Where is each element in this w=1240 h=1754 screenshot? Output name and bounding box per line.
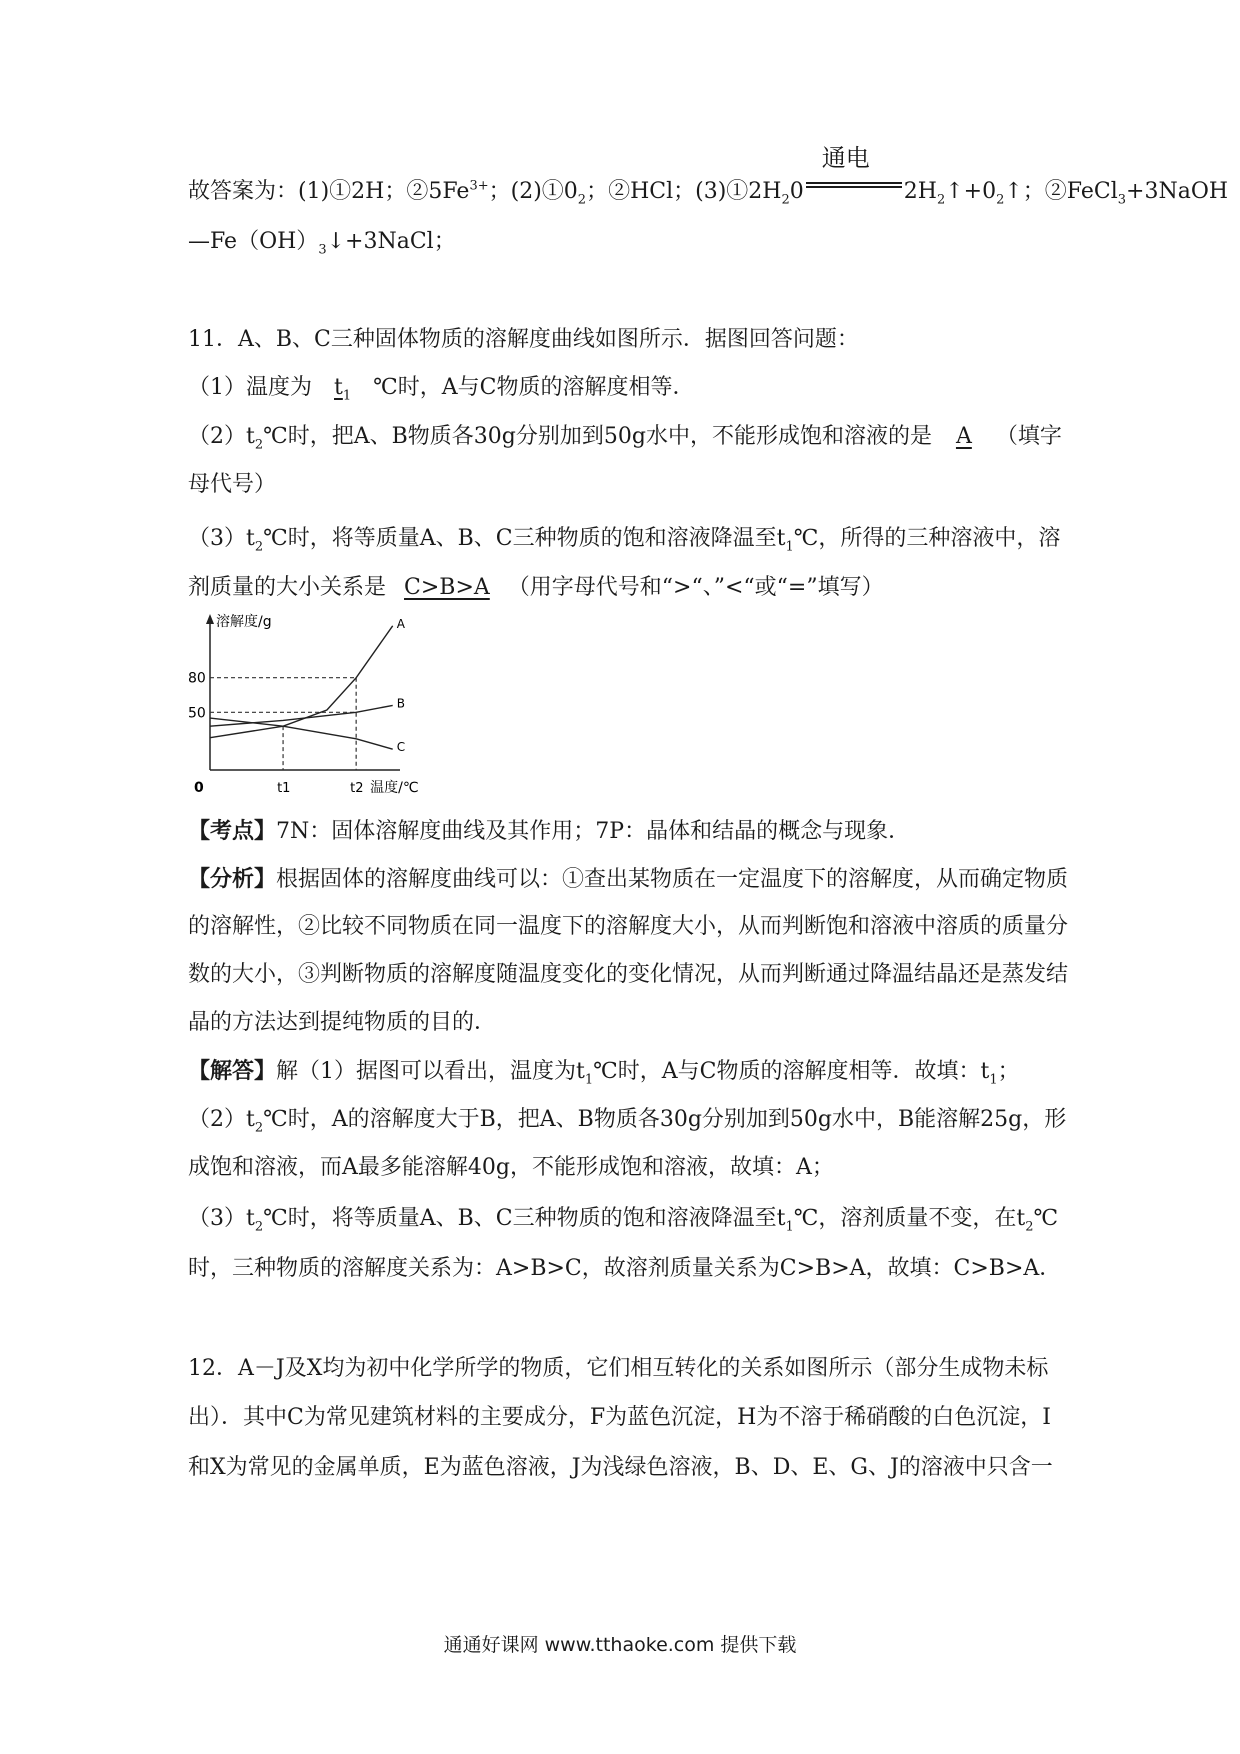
kaodian-text: 7N：固体溶解度曲线及其作用；7P：晶体和结晶的概念与现象． <box>276 819 911 844</box>
answer-text: ↑+0 <box>945 179 997 204</box>
jieda-line-5: 时，三种物质的溶解度关系为：A>B>C，故溶剂质量关系为C>B>A，故填：C>B>A． <box>188 1256 1062 1281</box>
fenxi-line-2: 的溶解性，②比较不同物质在同一温度下的溶解度大小，从而判断饱和溶液中溶质的质量分 <box>188 914 1069 939</box>
subscript: 1 <box>785 539 794 555</box>
question-11-stem: 11．A、B、C三种固体物质的溶解度曲线如图所示．据图回答问题： <box>188 327 859 352</box>
page-footer: 通通好课网 www.tthaoke.com 提供下载 <box>443 1634 797 1656</box>
answer-blank <box>312 374 373 410</box>
answer-line-1 <box>188 144 1229 214</box>
question-text: ℃时，将等质量A、B、C三种物质的饱和溶液降温至t <box>263 526 786 551</box>
subscript: 2 <box>996 192 1005 208</box>
question-12-line-1: 12．A－J及X均为初中化学所学的物质，它们相互转化的关系如图所示（部分生成物未标 <box>188 1356 1049 1381</box>
jieda-tag: 【解答】 <box>188 1058 277 1084</box>
x-axis-label: 温度/℃ <box>370 780 419 796</box>
answer-text: ↑；②FeCl <box>1004 179 1118 204</box>
fenxi-line-4: 晶的方法达到提纯物质的目的． <box>188 1010 497 1035</box>
series-a-label: A <box>396 616 405 631</box>
subscript: 2 <box>254 1219 264 1235</box>
question-text: （1）温度为 <box>188 375 312 400</box>
question-text: （填字 <box>995 424 1062 449</box>
jieda-line-3: 成饱和溶液，而A最多能溶解40g，不能形成饱和溶液，故填：A； <box>188 1155 834 1180</box>
question-12-line-3: 和X为常见的金属单质，E为蓝色溶液，J为浅绿色溶液，B、D、E、G、J的溶液中只含一 <box>188 1455 1053 1480</box>
q11-part-3 <box>188 525 1060 561</box>
jieda-text: ； <box>997 1059 1020 1084</box>
solubility-chart <box>190 610 430 800</box>
q11-part-1 <box>188 374 694 410</box>
x-tick-label: t1 <box>277 781 291 796</box>
y-tick-label: 50 <box>188 705 206 722</box>
origin-label: 0 <box>194 780 204 796</box>
answer-blank: A <box>955 424 972 449</box>
y-axis-label: 溶解度/g <box>216 614 272 630</box>
series-b-label: B <box>396 696 405 711</box>
answer-text: 故答案为：(1)①2H；②5Fe <box>188 179 470 204</box>
y-axis-arrow <box>206 614 214 624</box>
answer-text: +3NaOH <box>1126 179 1229 204</box>
answer-text: ；(2)①0 <box>488 179 578 204</box>
jieda-line-1 <box>188 1057 1020 1094</box>
answer-text: ↓+3NaCl； <box>326 229 456 254</box>
subscript: 2 <box>577 192 587 208</box>
question-text: ℃时，A与C物质的溶解度相等． <box>373 375 695 400</box>
answer-line-2 <box>188 228 456 264</box>
jieda-text: ℃时，A与C物质的溶解度相等．故填：t <box>593 1059 990 1084</box>
subscript: 2 <box>254 539 264 555</box>
y-tick-label: 80 <box>188 670 206 687</box>
condition-label: 通电 <box>821 144 870 172</box>
kaodian-line <box>188 817 910 846</box>
fenxi-line-3: 数的大小，③判断物质的溶解度随温度变化的变化情况，从而判断通过降温结晶还是蒸发结 <box>188 962 1069 987</box>
jieda-text: ℃ <box>1033 1206 1059 1231</box>
jieda-line-4 <box>188 1205 1058 1241</box>
answer-value: t <box>334 375 343 400</box>
subscript: 2 <box>254 1120 264 1136</box>
subscript: 2 <box>781 192 790 208</box>
question-12-line-2: 出）．其中C为常见建筑材料的主要成分，F为蓝色沉淀，H为不溶于稀硝酸的白色沉淀，I <box>188 1405 1051 1430</box>
subscript: 2 <box>936 192 946 208</box>
jieda-text: ℃时，将等质量A、B、C三种物质的饱和溶液降温至t <box>263 1206 786 1231</box>
jieda-line-2 <box>188 1106 1066 1142</box>
kaodian-tag: 【考点】 <box>188 818 277 844</box>
subscript: 2 <box>1025 1219 1034 1235</box>
subscript: 2 <box>254 437 264 453</box>
subscript: 1 <box>785 1219 794 1235</box>
jieda-text: （3）t <box>188 1206 255 1231</box>
x-tick-label: t2 <box>350 781 364 796</box>
equals-bar <box>806 182 902 188</box>
subscript: 1 <box>989 1072 998 1088</box>
q11-part-2 <box>188 423 1062 459</box>
jieda-text: ℃时，A的溶解度大于B，把A、B物质各30g分别加到50g水中，B能溶解25g，形 <box>263 1107 1067 1132</box>
question-text: （3）t <box>188 526 255 551</box>
answer-text: ；②HCl；(3)①2H <box>586 179 782 204</box>
question-text: （用字母代号和“>“、”<“或“=”填写） <box>507 575 884 600</box>
subscript: 3 <box>1117 192 1127 208</box>
jieda-text: 解（1）据图可以看出，温度为t <box>276 1059 585 1084</box>
fenxi-tag: 【分析】 <box>188 866 277 892</box>
jieda-text: ℃，溶剂质量不变，在t <box>793 1206 1026 1231</box>
series-b-curve <box>210 705 393 726</box>
question-text: 剂质量的大小关系是 <box>188 575 387 600</box>
fenxi-line-1 <box>188 865 1068 894</box>
reaction-condition <box>806 144 902 198</box>
question-text: ℃时，把A、B物质各30g分别加到50g水中，不能形成饱和溶液的是 <box>263 424 932 449</box>
q11-part-3-cont <box>188 574 884 602</box>
jieda-text: （2）t <box>188 1107 255 1132</box>
question-text: （2）t <box>188 424 255 449</box>
subscript: 1 <box>342 388 352 404</box>
subscript: 3 <box>318 242 327 258</box>
q11-part-2-cont: 母代号） <box>188 472 277 497</box>
fe-charge: 3+ <box>469 178 489 194</box>
answer-text: 2H <box>903 179 937 204</box>
subscript: 1 <box>584 1072 594 1088</box>
series-c-label: C <box>396 740 406 755</box>
answer-blank: C>B>A <box>404 575 490 600</box>
fenxi-text: 根据固体的溶解度曲线可以：①查出某物质在一定温度下的溶解度，从而确定物质 <box>276 867 1069 892</box>
question-text: ℃，所得的三种溶液中，溶 <box>793 526 1061 551</box>
answer-text: 0 <box>789 179 804 204</box>
answer-text: —Fe（OH） <box>188 229 319 254</box>
